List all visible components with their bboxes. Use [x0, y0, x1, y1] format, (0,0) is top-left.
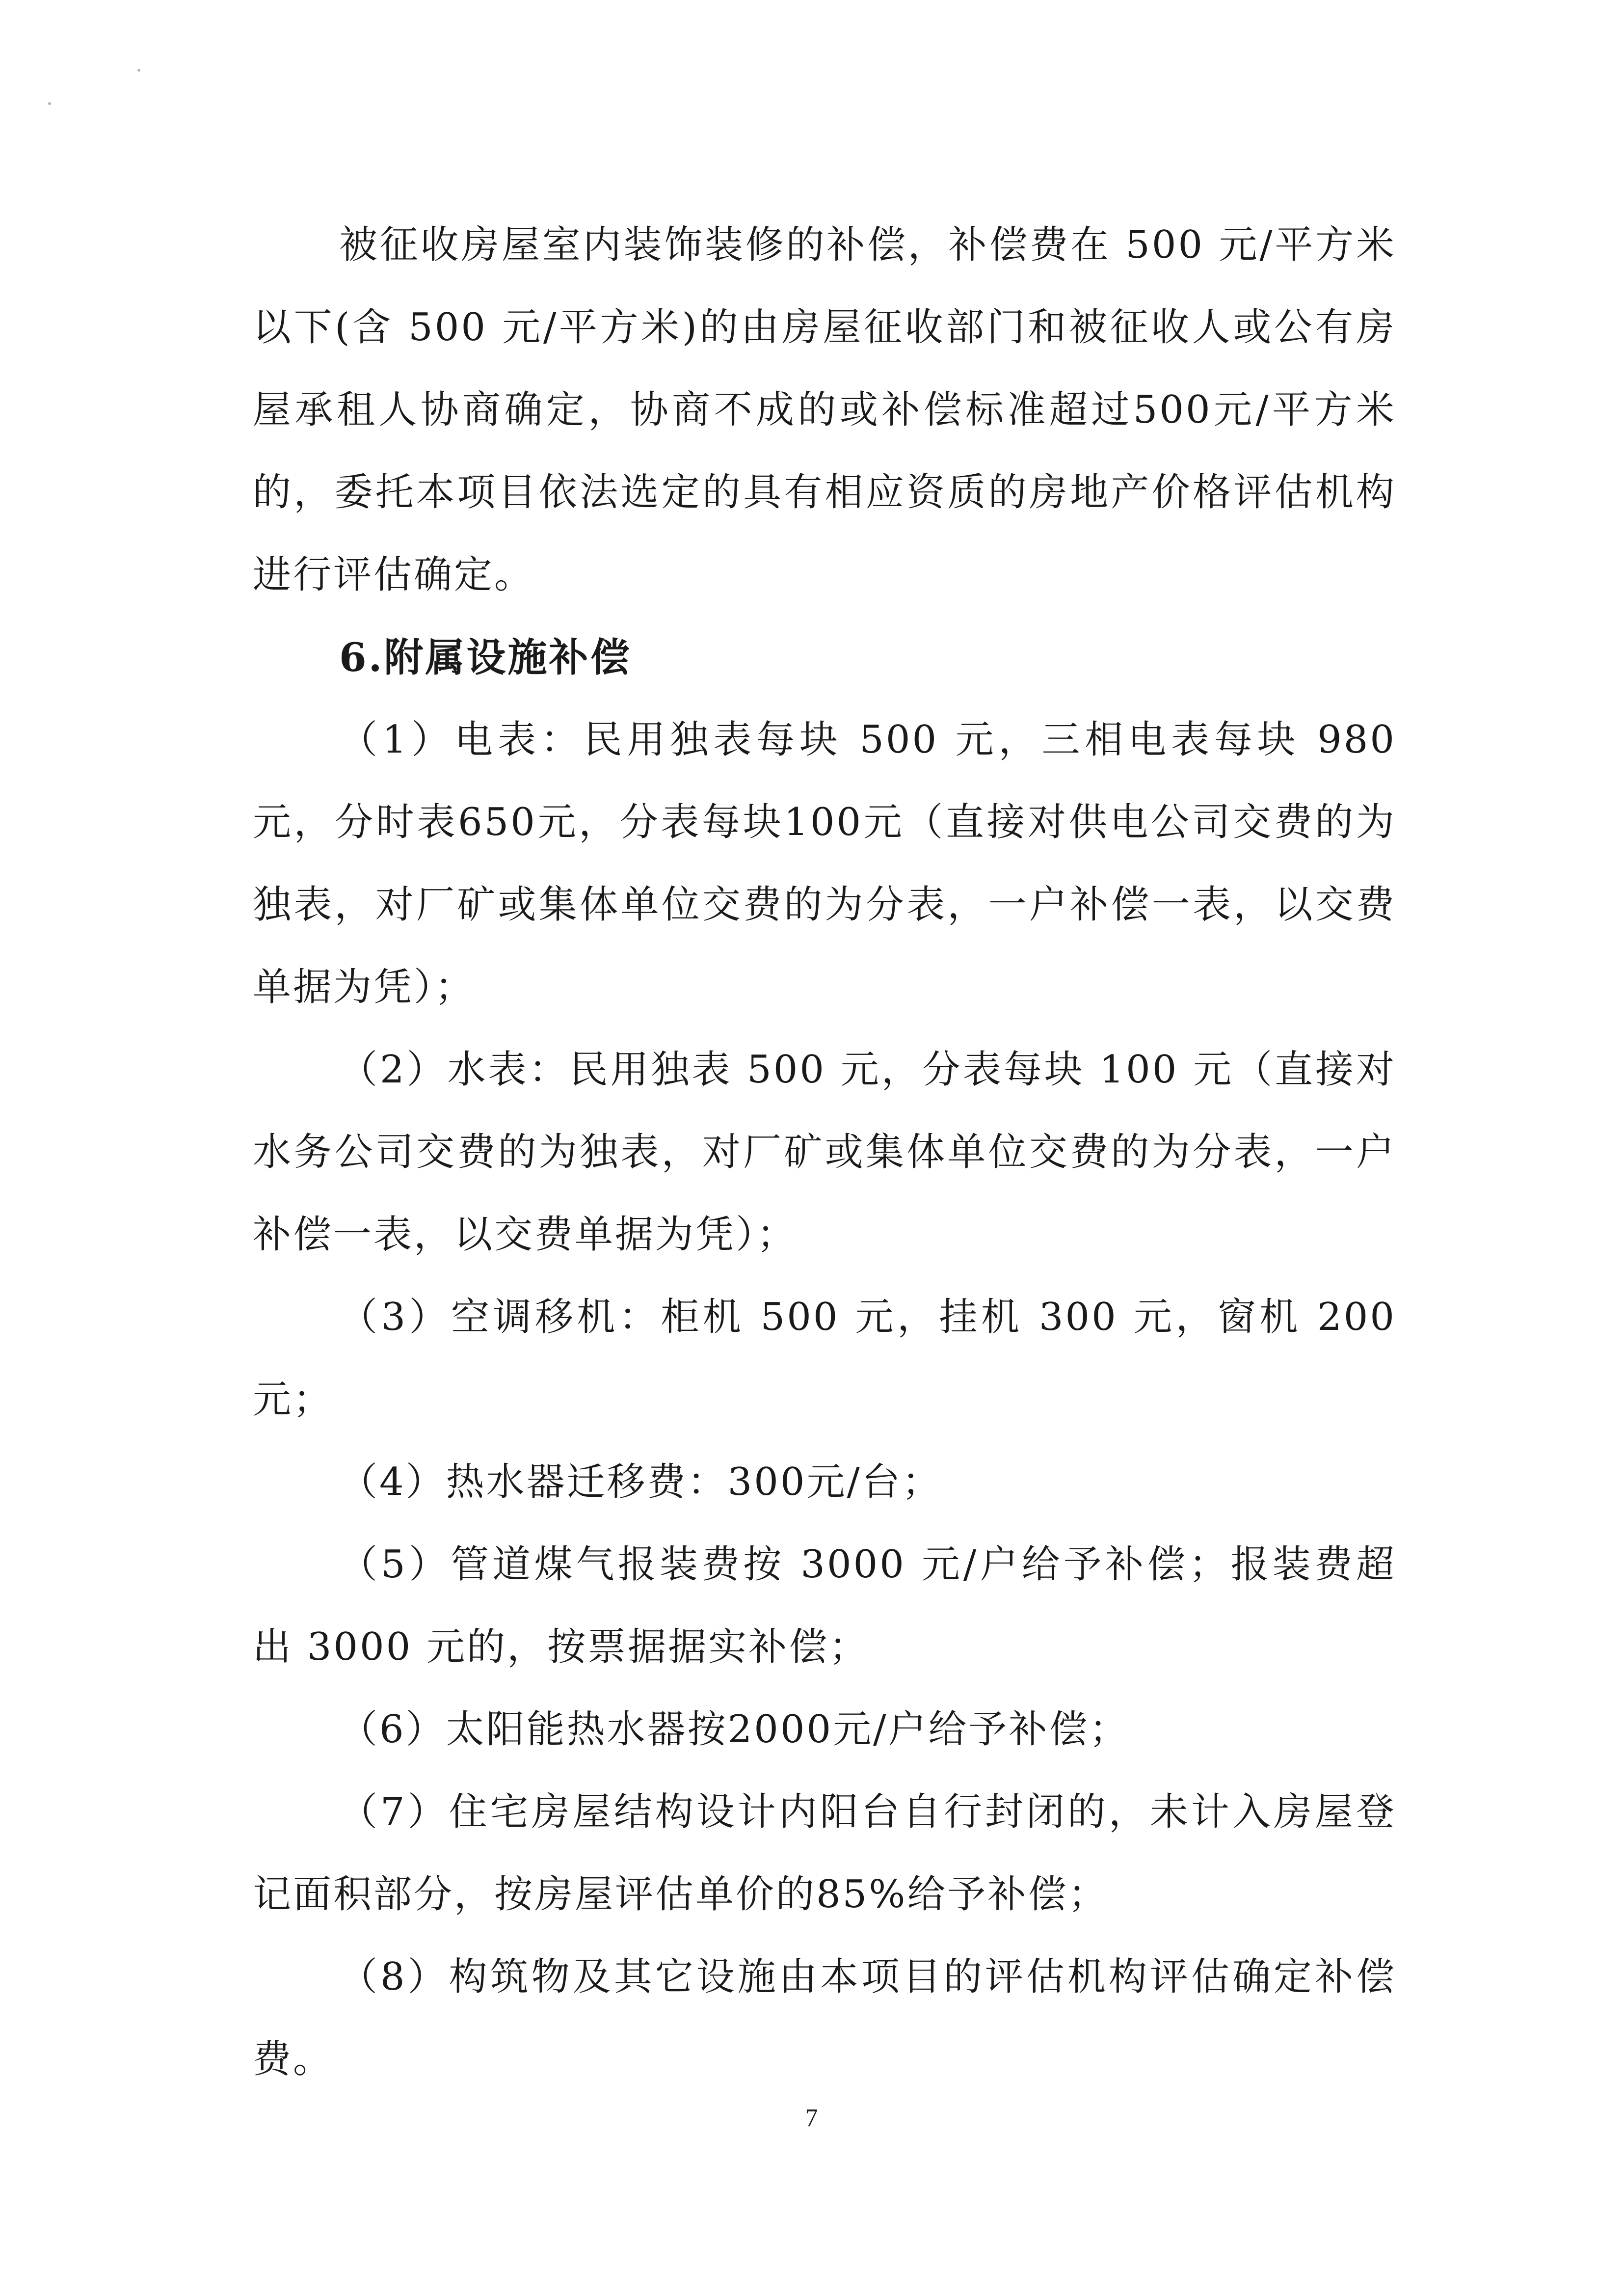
page-number: 7: [805, 2104, 818, 2132]
paragraph-structures: （8）构筑物及其它设施由本项目的评估机构评估确定补偿费。: [253, 1955, 1396, 2081]
paragraph-decoration-compensation: 被征收房屋室内装饰装修的补偿，补偿费在 500 元/平方米以下(含 500 元/平方米)的由房屋征收部门和被征收人或公有房屋承租人协商确定，协商不成的或补偿标准超过500元/平方米的，委托本项目依法选定的具有相应资质的房地产价格评估机构进行评估确定。: [253, 223, 1396, 597]
paragraph-water-meter: （2）水表：民用独表 500 元，分表每块 100 元（直接对水务公司交费的为独表，对厂矿或集体单位交费的为分表，一户补偿一表，以交费单据为凭）；: [253, 1048, 1396, 1257]
paragraph-water-heater: （4）热水器迁移费：300元/台；: [339, 1460, 942, 1504]
section-heading-ancillary-facilities: 6.附属设施补偿: [339, 634, 632, 680]
document-body: [253, 204, 1396, 2101]
paragraph-solar-heater: （6）太阳能热水器按2000元/户给予补偿；: [339, 1707, 1130, 1752]
paragraph-air-conditioner: （3）空调移机：柜机 500 元，挂机 300 元，窗机 200元；: [253, 1295, 1396, 1422]
scan-speck: [137, 69, 140, 72]
paragraph-electric-meter: （1）电表：民用独表每块 500 元，三相电表每块 980元，分时表650元，分表每块100元（直接对供电公司交费的为独表，对厂矿或集体单位交费的为分表，一户补偿一表，以交费单据为凭）；: [253, 718, 1396, 1009]
paragraph-gas-pipeline: （5）管道煤气报装费按 3000 元/户给予补偿；报装费超出 3000 元的，按票据据实补偿；: [253, 1542, 1396, 1669]
paragraph-balcony: （7）住宅房屋结构设计内阳台自行封闭的，未计入房屋登记面积部分，按房屋评估单价的85%给予补偿；: [253, 1790, 1396, 1917]
scan-speck: [48, 102, 51, 105]
